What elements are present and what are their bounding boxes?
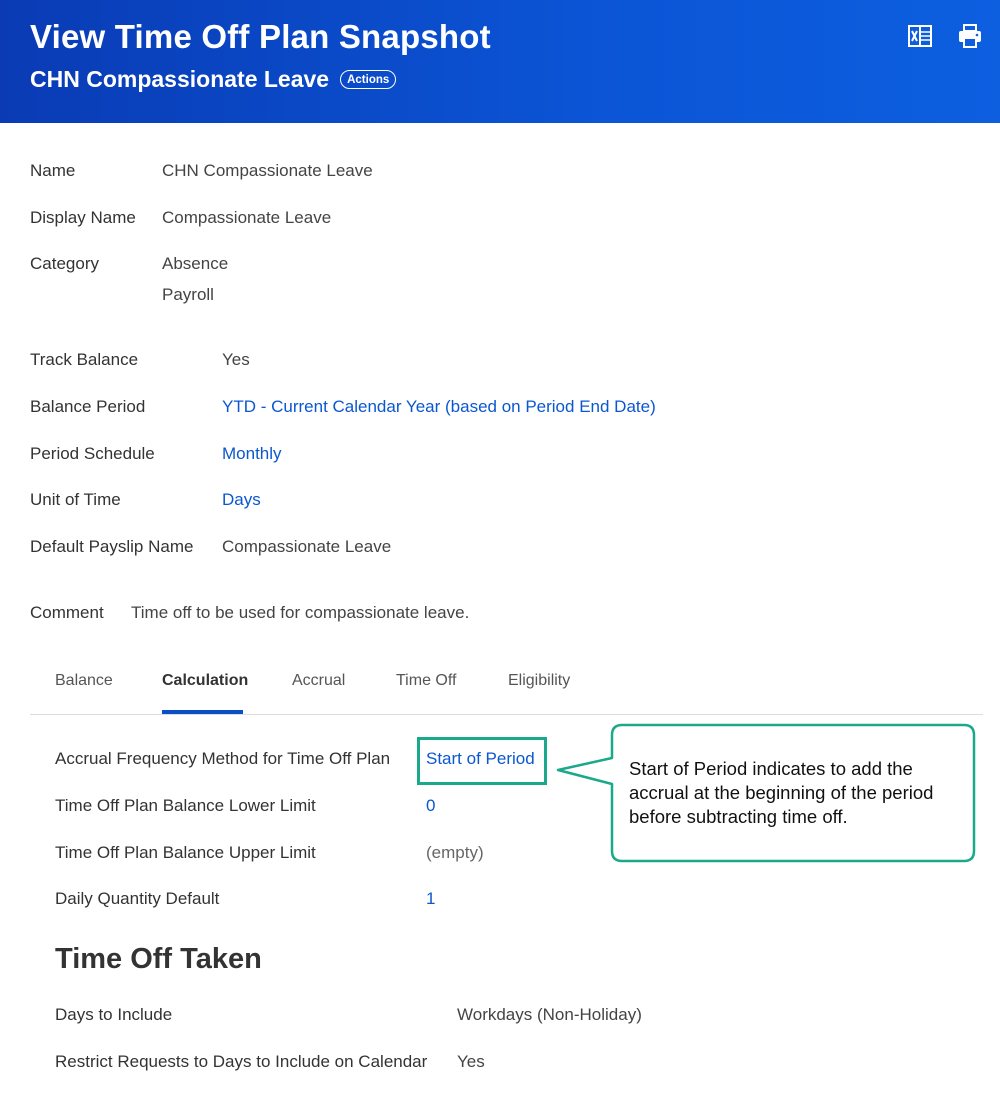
page-header (0, 0, 1000, 123)
restrict-requests-value: Yes (457, 1052, 485, 1071)
unit-of-time-link[interactable]: Days (222, 490, 261, 509)
accrual-method-label: Accrual Frequency Method for Time Off Plan (55, 749, 391, 768)
category-value-payroll: Payroll (162, 285, 214, 304)
daily-quantity-label: Daily Quantity Default (55, 889, 220, 908)
days-to-include-value: Workdays (Non-Holiday) (457, 1005, 642, 1024)
restrict-requests-label: Restrict Requests to Days to Include on Calendar (55, 1052, 428, 1071)
time-off-taken-heading: Time Off Taken (55, 943, 262, 975)
payslip-name-value: Compassionate Leave (222, 537, 392, 556)
excel-export-icon[interactable] (906, 22, 934, 50)
period-schedule-label: Period Schedule (30, 444, 155, 463)
comment-value: Time off to be used for compassionate leave. (131, 603, 470, 622)
days-to-include-label: Days to Include (55, 1005, 173, 1024)
period-schedule-link[interactable]: Monthly (222, 444, 282, 463)
upper-limit-label: Time Off Plan Balance Upper Limit (55, 843, 316, 862)
daily-quantity-value[interactable]: 1 (426, 889, 436, 908)
tab-balance[interactable]: Balance (55, 672, 113, 689)
category-value-absence: Absence (162, 254, 229, 273)
tab-eligibility[interactable]: Eligibility (508, 672, 571, 689)
balance-period-label: Balance Period (30, 397, 146, 416)
accrual-method-link[interactable]: Start of Period (426, 749, 535, 768)
display-name-label: Display Name (30, 208, 136, 227)
tab-bar (30, 660, 983, 715)
name-value: CHN Compassionate Leave (162, 161, 373, 180)
callout-text: Start of Period indicates to add the accrual at the beginning of the period before subtracting time off. (629, 758, 934, 827)
name-label: Name (30, 161, 76, 180)
comment-label: Comment (30, 603, 104, 622)
tab-accrual[interactable]: Accrual (292, 672, 346, 689)
balance-period-link[interactable]: YTD - Current Calendar Year (based on Period End Date) (222, 397, 656, 416)
category-label: Category (30, 254, 99, 273)
upper-limit-value: (empty) (426, 843, 484, 862)
plan-subtitle: CHN Compassionate Leave (30, 66, 330, 92)
display-name-value: Compassionate Leave (162, 208, 332, 227)
lower-limit-label: Time Off Plan Balance Lower Limit (55, 796, 316, 815)
payslip-name-label: Default Payslip Name (30, 537, 194, 556)
track-balance-label: Track Balance (30, 350, 139, 369)
active-tab-indicator (162, 710, 243, 714)
actions-button[interactable]: Actions (340, 70, 396, 89)
track-balance-value: Yes (222, 350, 250, 369)
unit-of-time-label: Unit of Time (30, 490, 121, 509)
subtitle-row (30, 66, 396, 93)
lower-limit-value[interactable]: 0 (426, 796, 436, 815)
tab-calculation[interactable]: Calculation (162, 672, 249, 689)
print-icon[interactable] (956, 22, 984, 50)
page-title: View Time Off Plan Snapshot (30, 18, 491, 55)
highlight-box (417, 737, 547, 785)
tab-time-off[interactable]: Time Off (396, 672, 457, 689)
